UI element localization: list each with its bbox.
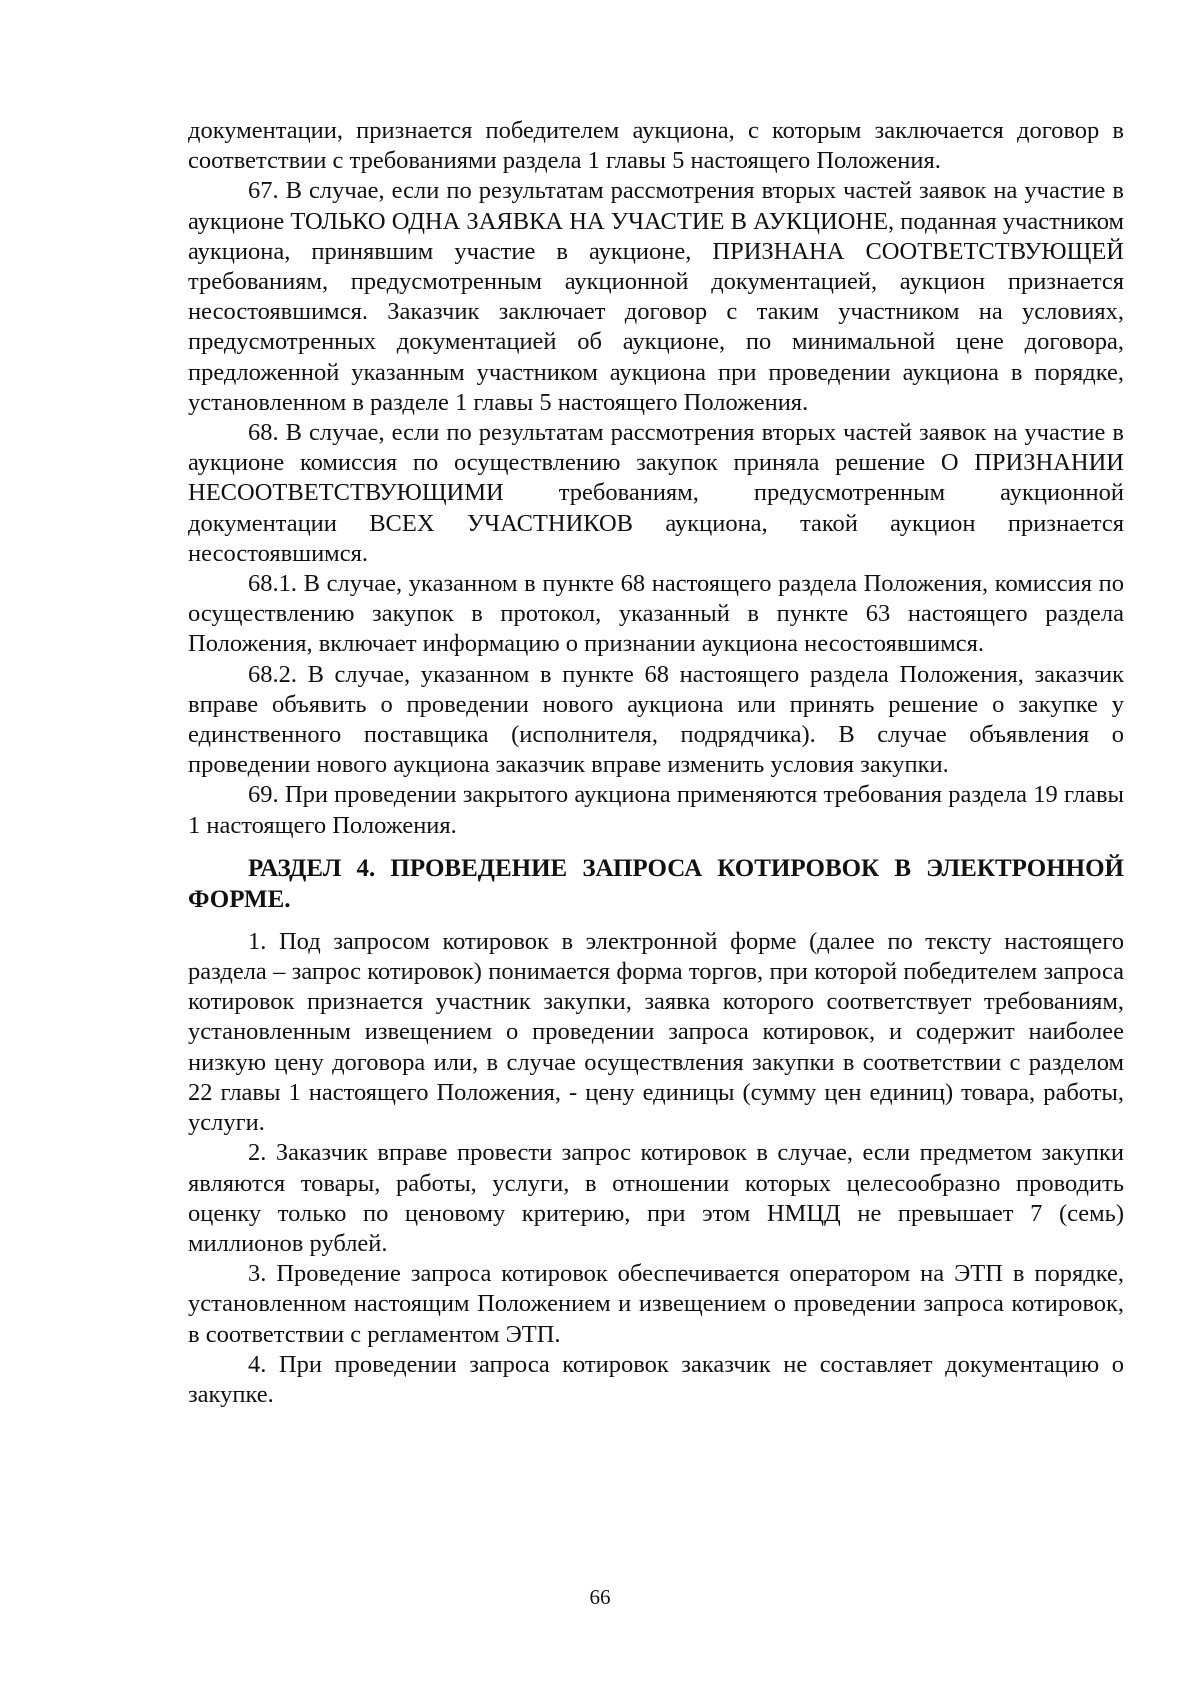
paragraph-68-2: 68.2. В случае, указанном в пункте 68 настоящего раздела Положения, заказчик вправе объявить о проведении нового аукциона или принять решение о закупке у единственного поставщика (исполнителя, подрядчика). В случае объявления о проведении нового аукциона заказчик вправе изменить условия закупки. [188,660,1124,779]
paragraph-4: 4. При проведении запроса котировок заказчик не составляет документацию о закупке. [188,1350,1124,1408]
paragraph-3: 3. Проведение запроса котировок обеспечивается оператором на ЭТП в порядке, установленном настоящим Положением и извещением о проведении запроса котировок, в соответствии с регламентом ЭТП. [188,1260,1124,1348]
page-number: 66 [589,1585,611,1609]
paragraph-67: 67. В случае, если по результатам рассмотрения вторых частей заявок на участие в аукционе ТОЛЬКО ОДНА ЗАЯВКА НА УЧАСТИЕ В АУКЦИОНЕ, поданная участником аукциона, принявшим участие в аукционе, ПРИЗНАНА СООТВЕТСТВУЮЩЕЙ требованиям, предусмотренным аукционной документацией, аукцион признается несостоявшимся. Заказчик заключает договор с таким участником на условиях, предусмотренных документацией об аукционе, по минимальной цене договора, предложенной указанным участником аукциона при проведении аукциона в порядке, установленном в разделе 1 главы 5 настоящего Положения. [188,177,1124,416]
paragraph-68-1: 68.1. В случае, указанном в пункте 68 настоящего раздела Положения, комиссия по осуществлению закупок в протокол, указанный в пункте 63 настоящего раздела Положения, включает информацию о признании аукциона несостоявшимся. [188,570,1124,658]
document-page [188,116,1124,1410]
paragraph-2: 2. Заказчик вправе провести запрос котировок в случае, если предметом закупки являются товары, работы, услуги, в отношении которых целесообразно проводить оценку только по ценовому критерию, при этом НМЦД не превышает 7 (семь) миллионов рублей. [188,1139,1124,1257]
paragraph-continuation: документации, признается победителем аукциона, с которым заключается договор в соответствии с требованиями раздела 1 главы 5 настоящего Положения. [188,117,1124,175]
section-heading: РАЗДЕЛ 4. ПРОВЕДЕНИЕ ЗАПРОСА КОТИРОВОК В ЭЛЕКТРОННОЙ ФОРМЕ. [188,854,1124,913]
paragraphs-top [188,116,1124,841]
paragraphs-bottom [188,927,1124,1410]
paragraph-1: 1. Под запросом котировок в электронной форме (далее по тексту настоящего раздела – запрос котировок) понимается форма торгов, при которой победителем запроса котировок признается участник закупки, заявка которого соответствует требованиям, установленным извещением о проведении запроса котировок, и содержит наиболее низкую цену договора или, в случае осуществления закупки в соответствии с разделом 22 главы 1 настоящего Положения, - цену единицы (сумму цен единиц) товара, работы, услуги. [188,927,1124,1137]
paragraph-68: 68. В случае, если по результатам рассмотрения вторых частей заявок на участие в аукционе комиссия по осуществлению закупок приняла решение О ПРИЗНАНИИ НЕСООТВЕТСТВУЮЩИМИ требованиям, предусмотренным аукционной документации ВСЕХ УЧАСТНИКОВ аукциона, такой аукцион признается несостоявшимся. [188,419,1124,567]
paragraph-69: 69. При проведении закрытого аукциона применяются требования раздела 19 главы 1 настоящего Положения. [188,781,1124,839]
